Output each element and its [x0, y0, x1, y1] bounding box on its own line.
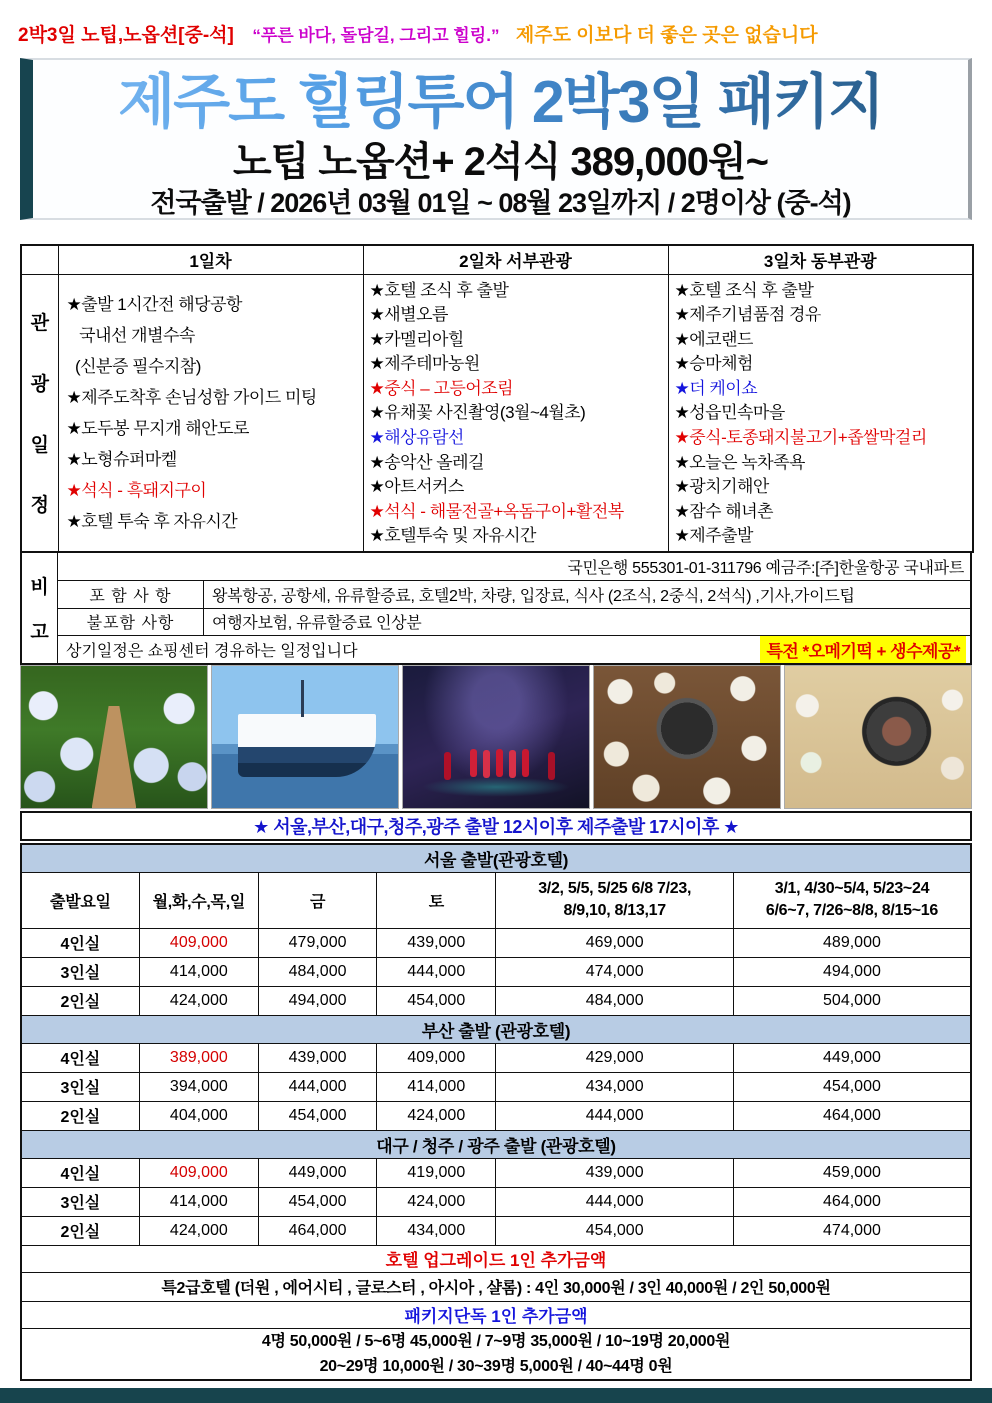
- photo-korean-bbq-table: [593, 665, 781, 809]
- price-cell: 434,000: [377, 1216, 496, 1245]
- day2-column: [363, 274, 668, 552]
- pricing-table: [20, 843, 972, 1381]
- pricing-column-headers: [21, 872, 971, 928]
- solo-package-header: 패키지단독 1인 추가금액: [21, 1301, 971, 1328]
- price-row: [21, 1072, 971, 1101]
- itinerary-corner-cell: [21, 245, 58, 274]
- hotel-upgrade-details: 특2급호텔 (더원 , 에어시티 , 글로스터 , 아시아 , 샬롬) : 4인 30,000원 / 3인 40,000원 / 2인 50,000원: [21, 1272, 971, 1301]
- price-cell: 464,000: [258, 1216, 376, 1245]
- itinerary-item: ★호텔투숙 및 자유시간: [369, 526, 536, 546]
- side-label-note: 비 고: [22, 553, 58, 663]
- photo-seafood-hotpot-table: [784, 665, 972, 809]
- price-cell: 449,000: [733, 1043, 971, 1072]
- room-type-label: 2인실: [21, 1216, 139, 1245]
- itinerary-item: ★더 케이쇼: [674, 378, 758, 398]
- price-cell: 444,000: [377, 957, 496, 986]
- price-cell: 454,000: [733, 1072, 971, 1101]
- day1-header: 1일차: [58, 245, 363, 274]
- banner: [20, 58, 972, 220]
- price-cell: 409,000: [377, 1043, 496, 1072]
- price-cell: 444,000: [496, 1101, 733, 1130]
- col-header-weekdays: 월,화,수,목,일: [139, 872, 258, 928]
- price-cell: 439,000: [258, 1043, 376, 1072]
- price-row: [21, 928, 971, 957]
- main-title: 제주도 힐링투어 2박3일 패키지: [33, 66, 968, 138]
- price-cell: 424,000: [139, 1216, 258, 1245]
- price-row: [21, 1158, 971, 1187]
- itinerary-item: ★승마체험: [674, 354, 753, 374]
- itinerary-item: ★에코랜드: [674, 329, 753, 349]
- price-cell: 464,000: [733, 1187, 971, 1216]
- special-benefit-badge: 특전 *오메기떡 + 생수제공*: [760, 636, 966, 663]
- tagline-no-tip: 2박3일 노팁,노옵션[중-석]: [18, 25, 234, 46]
- price-row: [21, 986, 971, 1015]
- section-header-daegu-cheongju-gwangju: 대구 / 청주 / 광주 출발 (관광호텔): [21, 1130, 971, 1158]
- price-cell: 454,000: [496, 1216, 733, 1245]
- itinerary-item: ★송악산 올레길: [369, 452, 484, 472]
- price-cell: 439,000: [377, 928, 496, 957]
- notes-section: [20, 553, 972, 665]
- price-cell: 494,000: [258, 986, 376, 1015]
- tagline-quote: “푸른 바다, 돌담길, 그리고 힐링.”: [252, 26, 500, 45]
- price-cell: 454,000: [258, 1101, 376, 1130]
- itinerary-item: ★호텔 조식 후 출발: [369, 280, 509, 300]
- included-row: [58, 580, 970, 607]
- itinerary-item: ★카멜리아힐: [369, 329, 464, 349]
- itinerary-item: ★아트서커스: [369, 477, 464, 497]
- itinerary-item: 국내선 개별수속: [66, 325, 195, 345]
- bank-account-info: 국민은행 555301-01-311796 예금주:[주]한울항공 국내파트: [567, 560, 964, 578]
- price-cell: 494,000: [733, 957, 971, 986]
- itinerary-item: ★호텔 투숙 후 자유시간: [66, 511, 238, 531]
- departure-time-notice: ★ 서울,부산,대구,청주,광주 출발 12시이후 제주출발 17시이후 ★: [20, 811, 972, 841]
- price-cell: 429,000: [496, 1043, 733, 1072]
- price-cell: 419,000: [377, 1158, 496, 1187]
- price-cell: 444,000: [258, 1072, 376, 1101]
- price-cell: 484,000: [258, 957, 376, 986]
- price-cell: 404,000: [139, 1101, 258, 1130]
- price-cell: 409,000: [139, 928, 258, 957]
- excluded-items: 여행자보험, 유류할증료 인상분: [212, 615, 422, 633]
- day3-column: [668, 274, 973, 552]
- price-row: [21, 957, 971, 986]
- included-label: 포 함 사 항: [58, 581, 204, 607]
- room-type-label: 2인실: [21, 986, 139, 1015]
- itinerary-item: ★제주기념품점 경유: [674, 305, 821, 325]
- price-cell: 484,000: [496, 986, 733, 1015]
- itinerary-item: ★석식 - 흑돼지구이: [66, 480, 207, 500]
- price-cell: 414,000: [139, 1187, 258, 1216]
- room-type-label: 4인실: [21, 1043, 139, 1072]
- col-header-dates-1: 3/2, 5/5, 5/25 6/8 7/23, 8/9,10, 8/13,17: [496, 872, 733, 928]
- itinerary-table: [20, 244, 974, 553]
- price-cell: 489,000: [733, 928, 971, 957]
- price-cell: 459,000: [733, 1158, 971, 1187]
- price-cell: 454,000: [258, 1187, 376, 1216]
- photo-cruise-ship: [211, 665, 399, 809]
- photo-stage-performance: [402, 665, 590, 809]
- hotel-upgrade-header: 호텔 업그레이드 1인 추가금액: [21, 1245, 971, 1272]
- room-type-label: 3인실: [21, 1187, 139, 1216]
- col-header-dates-2: 3/1, 4/30~5/4, 5/23~24 6/6~7, 7/26~8/8, 8/15~16: [733, 872, 971, 928]
- price-row: [21, 1101, 971, 1130]
- itinerary-item: (신분증 필수지참): [66, 356, 201, 376]
- itinerary-item: ★제주출발: [674, 526, 753, 546]
- room-type-label: 3인실: [21, 957, 139, 986]
- price-row: [21, 1216, 971, 1245]
- price-row: [21, 1043, 971, 1072]
- itinerary-item: ★중식-토종돼지불고기+좁쌀막걸리: [674, 428, 927, 448]
- day1-column: [58, 274, 363, 552]
- col-header-departure-day: 출발요일: [21, 872, 139, 928]
- price-cell: 504,000: [733, 986, 971, 1015]
- price-cell: 474,000: [496, 957, 733, 986]
- col-header-friday: 금: [258, 872, 376, 928]
- itinerary-item: ★새별오름: [369, 305, 448, 325]
- itinerary-item: ★호텔 조식 후 출발: [674, 280, 814, 300]
- day2-header: 2일차 서부관광: [363, 245, 668, 274]
- tagline: [0, 20, 992, 50]
- price-cell: 454,000: [377, 986, 496, 1015]
- photo-hydrangea-flower-path: [20, 665, 208, 809]
- price-cell: 424,000: [377, 1187, 496, 1216]
- itinerary-item: ★광치기해안: [674, 477, 769, 497]
- price-cell: 449,000: [258, 1158, 376, 1187]
- itinerary-item: ★잠수 해녀촌: [674, 501, 774, 521]
- section-header-seoul: 서울 출발(관광호텔): [21, 844, 971, 872]
- price-cell: 464,000: [733, 1101, 971, 1130]
- room-type-label: 2인실: [21, 1101, 139, 1130]
- price-cell: 469,000: [496, 928, 733, 957]
- itinerary-item: ★오늘은 녹차족욕: [674, 452, 805, 472]
- room-type-label: 3인실: [21, 1072, 139, 1101]
- price-subtitle: 노팁 노옵션+ 2석식 389,000원~: [232, 140, 768, 184]
- room-type-label: 4인실: [21, 1158, 139, 1187]
- price-cell: 424,000: [139, 986, 258, 1015]
- included-items: 왕복항공, 공항세, 유류할증료, 호텔2박, 차량, 입장료, 식사 (2조식, 2중식, 2석식) ,기사,가이드팁: [212, 588, 855, 606]
- itinerary-item: ★석식 - 해물전골+옥돔구이+활전복: [369, 501, 624, 521]
- itinerary-item: ★노형슈퍼마켙: [66, 449, 177, 469]
- itinerary-item: ★제주테마농원: [369, 354, 480, 374]
- price-cell: 414,000: [377, 1072, 496, 1101]
- room-type-label: 4인실: [21, 928, 139, 957]
- itinerary-body-row: [21, 274, 973, 552]
- side-label-tour-schedule: 관 광 일 정: [21, 274, 58, 552]
- shopping-notice-row: [58, 635, 970, 663]
- price-cell: 424,000: [377, 1101, 496, 1130]
- itinerary-item: ★해상유람선: [369, 428, 464, 448]
- price-cell: 389,000: [139, 1043, 258, 1072]
- price-cell: 394,000: [139, 1072, 258, 1101]
- price-cell: 474,000: [733, 1216, 971, 1245]
- itinerary-item: ★중식 – 고등어조림: [369, 378, 514, 398]
- excluded-row: [58, 608, 970, 635]
- price-cell: 439,000: [496, 1158, 733, 1187]
- price-cell: 414,000: [139, 957, 258, 986]
- tagline-slogan: 제주도 이보다 더 좋은 곳은 없습니다: [515, 25, 818, 46]
- shopping-notice: 상기일정은 쇼핑센터 경유하는 일정입니다: [66, 643, 358, 661]
- departure-period: 전국출발 / 2026년 03월 01일 ~ 08월 23일까지 / 2명이상 (중-석): [150, 188, 851, 218]
- price-cell: 434,000: [496, 1072, 733, 1101]
- price-cell: 444,000: [496, 1187, 733, 1216]
- section-header-busan: 부산 출발 (관광호텔): [21, 1015, 971, 1043]
- solo-package-details: 4명 50,000원 / 5~6명 45,000원 / 7~9명 35,000원 / 10~19명 20,000원 20~29명 10,000원 / 30~39명 5,000원 / 40~44명 0원: [21, 1328, 971, 1380]
- price-cell: 409,000: [139, 1158, 258, 1187]
- itinerary-item: ★유채꽃 사진촬영(3월~4월초): [369, 403, 586, 423]
- price-row: [21, 1187, 971, 1216]
- itinerary-item: ★도두봉 무지개 해안도로: [66, 418, 249, 438]
- photo-strip: [20, 665, 972, 809]
- day3-header: 3일차 동부관광: [668, 245, 973, 274]
- bottom-bar: [0, 1388, 992, 1403]
- itinerary-item: ★성읍민속마을: [674, 403, 785, 423]
- excluded-label: 불포함 사항: [58, 609, 204, 635]
- col-header-saturday: 토: [377, 872, 496, 928]
- price-cell: 479,000: [258, 928, 376, 957]
- itinerary-item: ★제주도착후 손님성함 가이드 미팅: [66, 387, 317, 407]
- itinerary-item: ★출발 1시간전 해당공항: [66, 294, 242, 314]
- itinerary-header-row: [21, 245, 973, 274]
